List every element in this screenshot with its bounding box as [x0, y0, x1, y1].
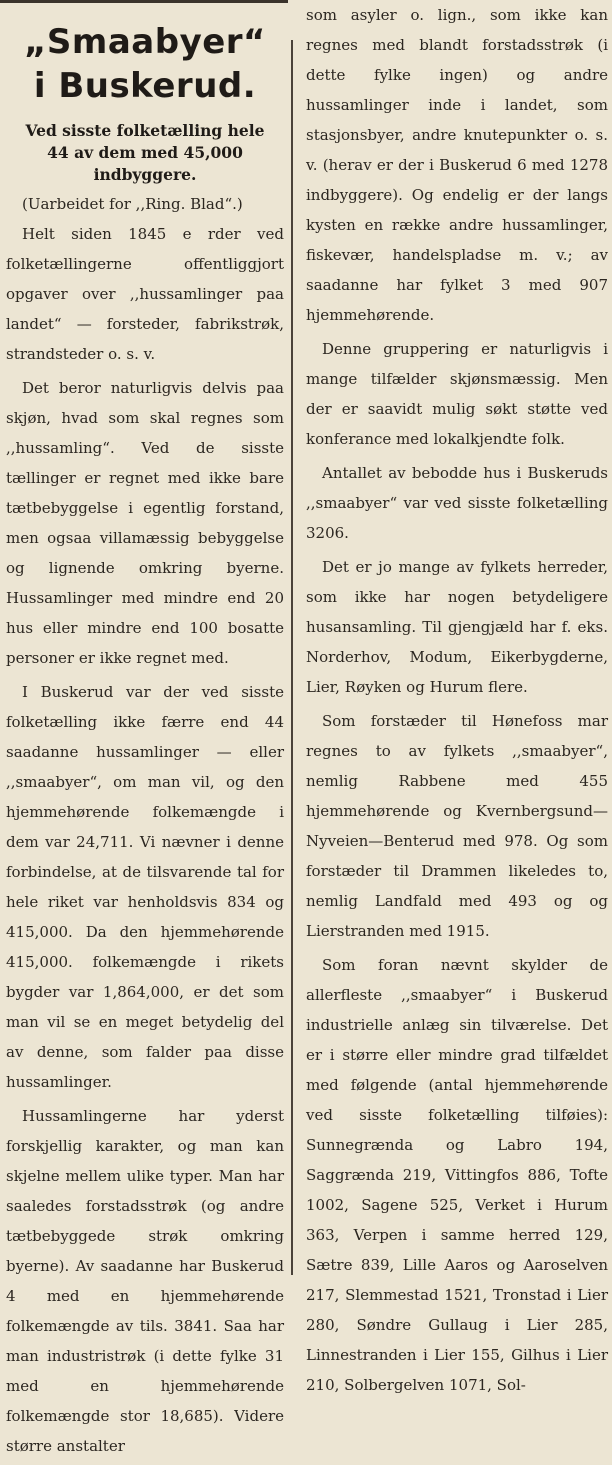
- right-column: [306, 0, 608, 1404]
- left-column: [6, 0, 284, 1465]
- paragraph: Som foran nævnt skylder de allerfleste ,,smaabyer“ i Buskerud industrielle anlæg sin tilværelse. Det er i større eller mindre grad tilfældet med følgende (antal hjemmehørende ved sisste folketælling tilføies): Sunnegrænda og Labro 194, Saggrænda 219, Vittingfos 886, Tofte 1002, Sagene 525, Verket i Hurum 363, Verpen i samme herred 129, Sætre 839, Lille Aaros og Aaroselven 217, Slemmestad 1521, Tronstad i Lier 280, Søndre Gullaug i Lier 285, Linnestranden i Lier 155, Gilhus i Lier 210, Solbergelven 1071, Sol-: [306, 956, 608, 1394]
- paragraph: Antallet av bebodde hus i Buskeruds ,,smaabyer“ var ved sisste folketælling 3206.: [306, 464, 608, 542]
- paragraph-continued: som asyler o. lign., som ikke kan regnes med blandt forstadsstrøk (i dette fylke ingen) og andre hussamlinger inde i landet, som stasjonsbyer, andre knutepunkter o. s. v. (herav er der i Buskerud 6 med 1278 indbyggere). Og endelig er der langs kysten en række andre hussamlinger, fiskevær, handelspladse m. v.; av saadanne har fylket 3 med 907 hjemmehørende.: [306, 6, 608, 324]
- paragraph: Helt siden 1845 e rder ved folketællingerne offentliggjort opgaver over ,,hussamlinger paa landet“ — forsteder, fabrikstrøk, strandsteder o. s. v.: [6, 225, 284, 363]
- byline: (Uarbeidet for ,,Ring. Blad“.): [22, 195, 243, 213]
- paragraph: I Buskerud var der ved sisste folketælling ikke færre end 44 saadanne hussamlinger — eller ,,smaabyer“, om man vil, og den hjemmehørende folkemængde i dem var 24,711. Vi nævner i denne forbindelse, at de tilsvarende tal for hele riket var henholdsvis 834 og 415,000. Da den hjemmehørende 415,000. folkemængde i rikets bygder var 1,864,000, er det som man vil se en meget betydelig del av denne, som falder paa disse hussamlinger.: [6, 683, 284, 1091]
- paragraph: Hussamlingerne har yderst forskjellig karakter, og man kan skjelne mellem ulike typer. Man har saaledes forstadsstrøk (og andre tætbebyggede strøk omkring byerne). Av saadanne har Buskerud 4 med en hjemmehørende folkemængde av tils. 3841. Saa har man industristrøk (i dette fylke 31 med en hjemmehørende folkemængde stor 18,685). Videre større anstalter: [6, 1107, 284, 1455]
- paragraph: Det beror naturligvis delvis paa skjøn, hvad som skal regnes som ,,hussamling“. Ved de sisste tællinger er regnet med ikke bare tætbebyggelse i egentlig forstand, men ogsaa villamæssig bebyggelse og lignende omkring byerne. Hussamlinger med mindre end 20 hus eller mindre end 100 bosatte personer er ikke regnet med.: [6, 379, 284, 667]
- headline-line-1: „Smaabyer“: [24, 22, 266, 62]
- paragraph: Som forstæder til Hønefoss mar regnes to av fylkets ,,smaabyer“, nemlig Rabbene med 455 hjemmehørende og Kvernbergsund—Nyveien—Benterud med 978. Og som forstæder til Drammen likeledes to, nemlig Landfald med 493 og og Lierstranden med 1915.: [306, 712, 608, 940]
- column-divider: [291, 40, 293, 1275]
- paragraph: Denne gruppering er naturligvis i mange tilfælder skjønsmæssig. Men der er saavidt mulig søkt støtte ved konferance med lokalkjendte folk.: [306, 340, 608, 448]
- subheadline: Ved sisste folketælling hele 44 av dem med 45,000 indbyggere.: [25, 121, 265, 184]
- paragraph: Det er jo mange av fylkets herreder, som ikke har nogen betydeligere husansamling. Til gjengjæld har f. eks. Norderhov, Modum, Eikerbygderne, Lier, Røyken og Hurum flere.: [306, 558, 608, 696]
- headline-line-2: i Buskerud.: [33, 66, 257, 106]
